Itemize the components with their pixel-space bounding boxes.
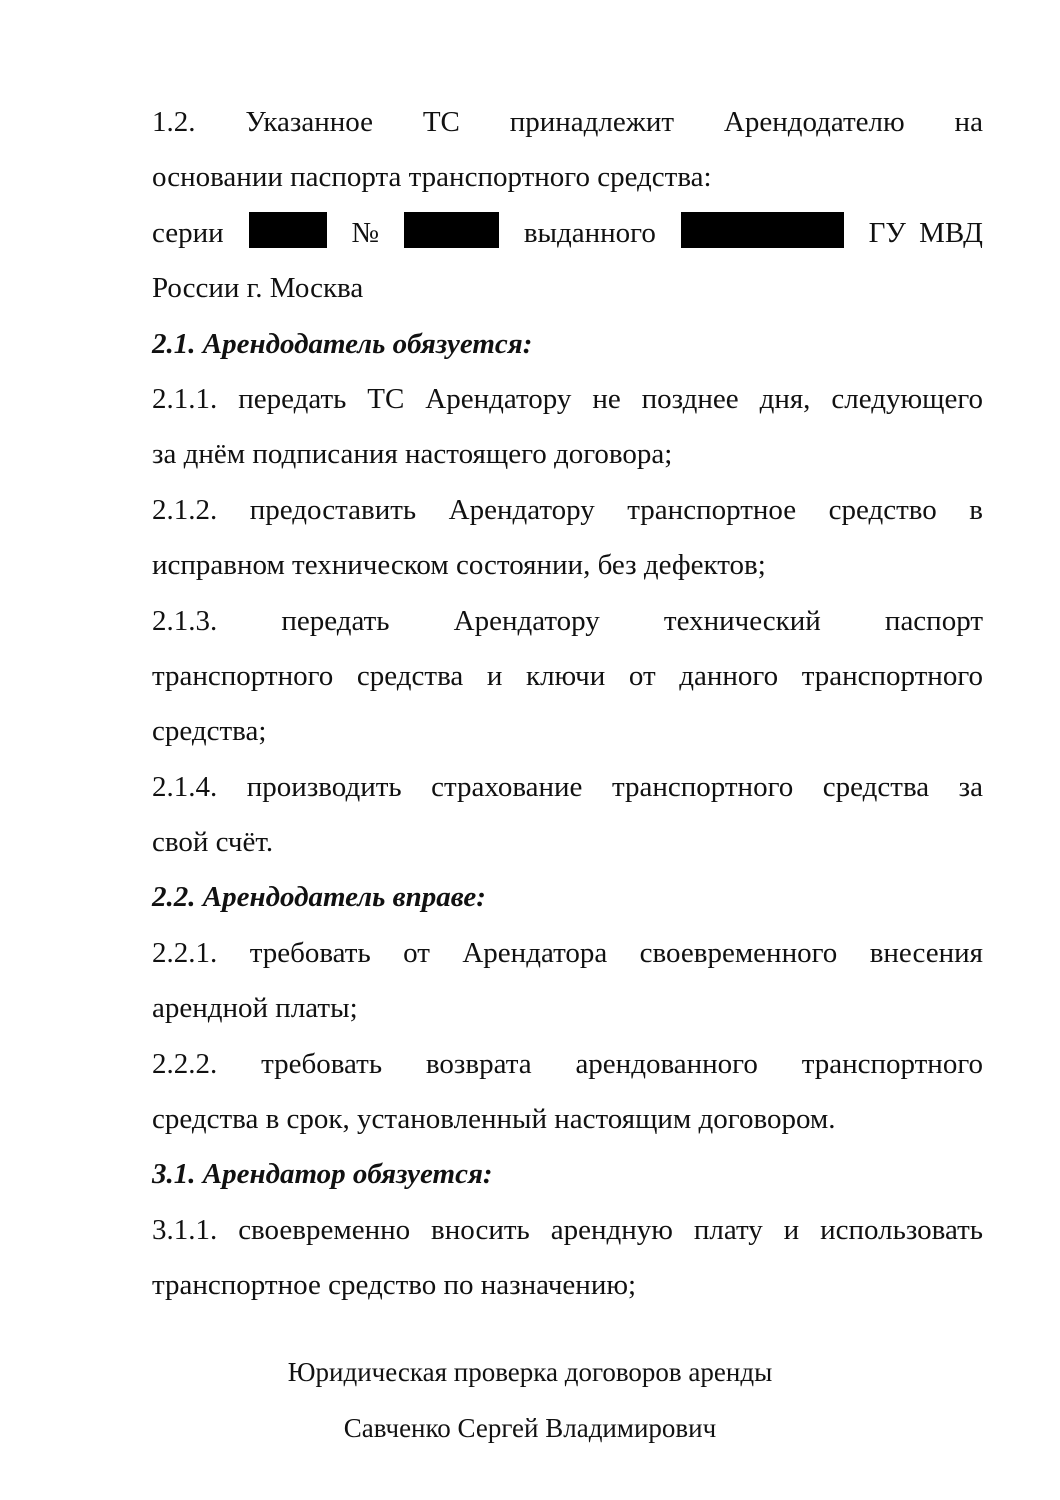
item-2-2-2-line-2: средства в срок, установленный настоящим договором. [152, 1103, 836, 1136]
number-sign: № [351, 216, 380, 249]
passport-details-line [152, 206, 983, 261]
item-2-1-1-line-2: за днём подписания настоящего договора; [152, 438, 673, 471]
clause-word: ТС [422, 106, 460, 138]
passport-city-line: России г. Москва [152, 272, 364, 305]
item-2-1-2-line-2: исправном техническом состоянии, без дефектов; [152, 549, 766, 582]
issued-label: выданного [523, 216, 656, 249]
item-2-2-2-line-1: 2.2.2. требовать возврата арендованного транспортного [152, 1047, 983, 1080]
clause-word: Арендодателю [723, 106, 905, 138]
redacted-number [404, 212, 499, 248]
item-2-1-4-line-2: свой счёт. [152, 826, 274, 859]
item-2-1-3-line-3: средства; [152, 715, 267, 748]
issuer-authority: ГУ МВД [868, 216, 983, 249]
clause-word: Указанное [245, 106, 373, 138]
passport-clause-line-2: основании паспорта транспортного средства: [152, 161, 712, 194]
item-2-1-2-line-1: 2.1.2. предоставить Арендатору транспортное средство в [152, 493, 983, 526]
clause-number: 1.2. [152, 106, 196, 138]
clause-word: на [954, 106, 983, 138]
item-3-1-1-line-1: 3.1.1. своевременно вносить арендную плату и использовать [152, 1213, 983, 1246]
series-label: серии [152, 216, 224, 249]
clause-word: принадлежит [509, 106, 675, 138]
section-3-1-heading: 3.1. Арендатор обязуется: [152, 1158, 493, 1191]
redacted-issuer [681, 212, 844, 248]
footer-author-line: Савченко Сергей Владимирович [343, 1413, 717, 1443]
item-2-2-1-line-1: 2.2.1. требовать от Арендатора своевременного внесения [152, 936, 983, 969]
item-2-1-1-line-1: 2.1.1. передать ТС Арендатору не позднее дня, следующего [152, 382, 983, 415]
item-2-1-3-line-2: транспортного средства и ключи от данного транспортного [152, 659, 983, 692]
section-2-2-heading: 2.2. Арендодатель вправе: [152, 881, 486, 914]
item-2-2-1-line-2: арендной платы; [152, 992, 358, 1025]
redacted-series [249, 212, 327, 248]
item-2-1-3-line-1: 2.1.3. передать Арендатору технический паспорт [152, 604, 983, 637]
item-3-1-1-line-2: транспортное средство по назначению; [152, 1269, 637, 1302]
passport-clause-line-1 [152, 95, 983, 150]
document-body [152, 95, 983, 1314]
item-2-1-4-line-1: 2.1.4. производить страхование транспортного средства за [152, 770, 983, 803]
section-2-1-heading: 2.1. Арендодатель обязуется: [152, 327, 533, 360]
footer-service-line: Юридическая проверка договоров аренды [287, 1357, 773, 1387]
